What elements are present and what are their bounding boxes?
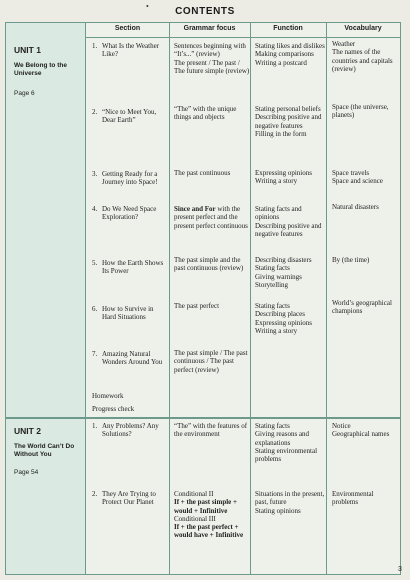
vocabulary-cell: Space (the universe, planets) [332,103,389,120]
grammar-cell: “The” with the features of the environment [174,422,248,439]
header-section: Section [114,25,141,32]
section-cell: 4. Do We Need Space Exploration? [92,205,157,222]
section-cell: 2. “Nice to Meet You, Dear Earth” [92,108,157,125]
progress-check-label: Progress check [92,405,135,413]
grammar-cell: Sentences beginning with “It’s...” (review) The present / The past / The future simple (review) [174,42,250,75]
function-cell: Stating facts Describing places Expressing opinions Writing a story [255,302,312,335]
grammar-cell: Since and For with the present perfect and the present perfect continuous [174,205,248,230]
unit-title: UNIT 2 [14,426,41,436]
unit-page: Page 6 [14,90,35,97]
grammar-cell: The past perfect [174,302,220,310]
vocabulary-cell: World’s geographical champions [332,299,392,316]
contents-table [5,22,401,575]
unit-page: Page 54 [14,469,39,476]
vocabulary-cell: Weather The names of the countries and capitals (review) [332,40,393,73]
function-cell: Describing disasters Stating facts Giving warnings Storytelling [255,256,312,289]
section-cell: 7. Amazing Natural Wonders Around You [92,350,163,367]
grammar-cell: “The” with the unique things and objects [174,105,237,122]
vocabulary-cell: Natural disasters [332,203,379,211]
header-vocabulary: Vocabulary [344,25,382,32]
homework-label: Homework [92,392,124,400]
section-cell: 2. They Are Trying to Protect Our Planet [92,490,156,507]
unit-separator [6,417,400,419]
function-cell: Stating personal beliefs Describing positive and negative features Filling in the form [255,105,322,138]
section-cell: 6. How to Survive in Hard Situations [92,305,154,322]
function-cell: Stating likes and dislikes Making comparisons Writing a postcard [255,42,325,67]
vocabulary-cell: By (the time) [332,256,370,264]
page-mark: • [146,2,149,11]
section-cell: 1. Any Problems? Any Solutions? [92,422,159,439]
unit-column [6,23,86,574]
grammar-cell: The past simple and the past continuous (review) [174,256,244,273]
vocabulary-cell: Environmental problems [332,490,374,507]
grammar-cell: The past continuous [174,169,231,177]
function-cell: Stating facts and opinions Describing positive and negative features [255,205,322,238]
grammar-cell: The past simple / The past continuous / The past perfect (review) [174,349,248,374]
page-title: CONTENTS [175,6,235,17]
unit-title: UNIT 1 [14,45,41,55]
header-function: Function [273,25,303,32]
page-number: 3 [398,566,402,573]
function-cell: Situations in the present, past, future Stating opinions [255,490,325,515]
grammar-cell: Conditional II If + the past simple + would + Infinitive Conditional III If + the past perfect + would have + Infinitive [174,490,244,540]
vocabulary-cell: Notice Geographical names [332,422,390,439]
function-cell: Expressing opinions Writing a story [255,169,312,186]
function-cell: Stating facts Giving reasons and explanations Stating environmental problems [255,422,318,464]
section-cell: 3. Getting Ready for a Journey into Space! [92,170,158,187]
section-cell: 1. What Is the Weather Like? [92,42,160,59]
vocabulary-cell: Space travels Space and science [332,169,383,186]
unit-subtitle: The World Can’t Do Without You [14,443,75,458]
header-grammar: Grammar focus [183,25,236,32]
section-cell: 5. How the Earth Shows Its Power [92,259,164,276]
unit-subtitle: We Belong to the Universe [14,62,67,77]
